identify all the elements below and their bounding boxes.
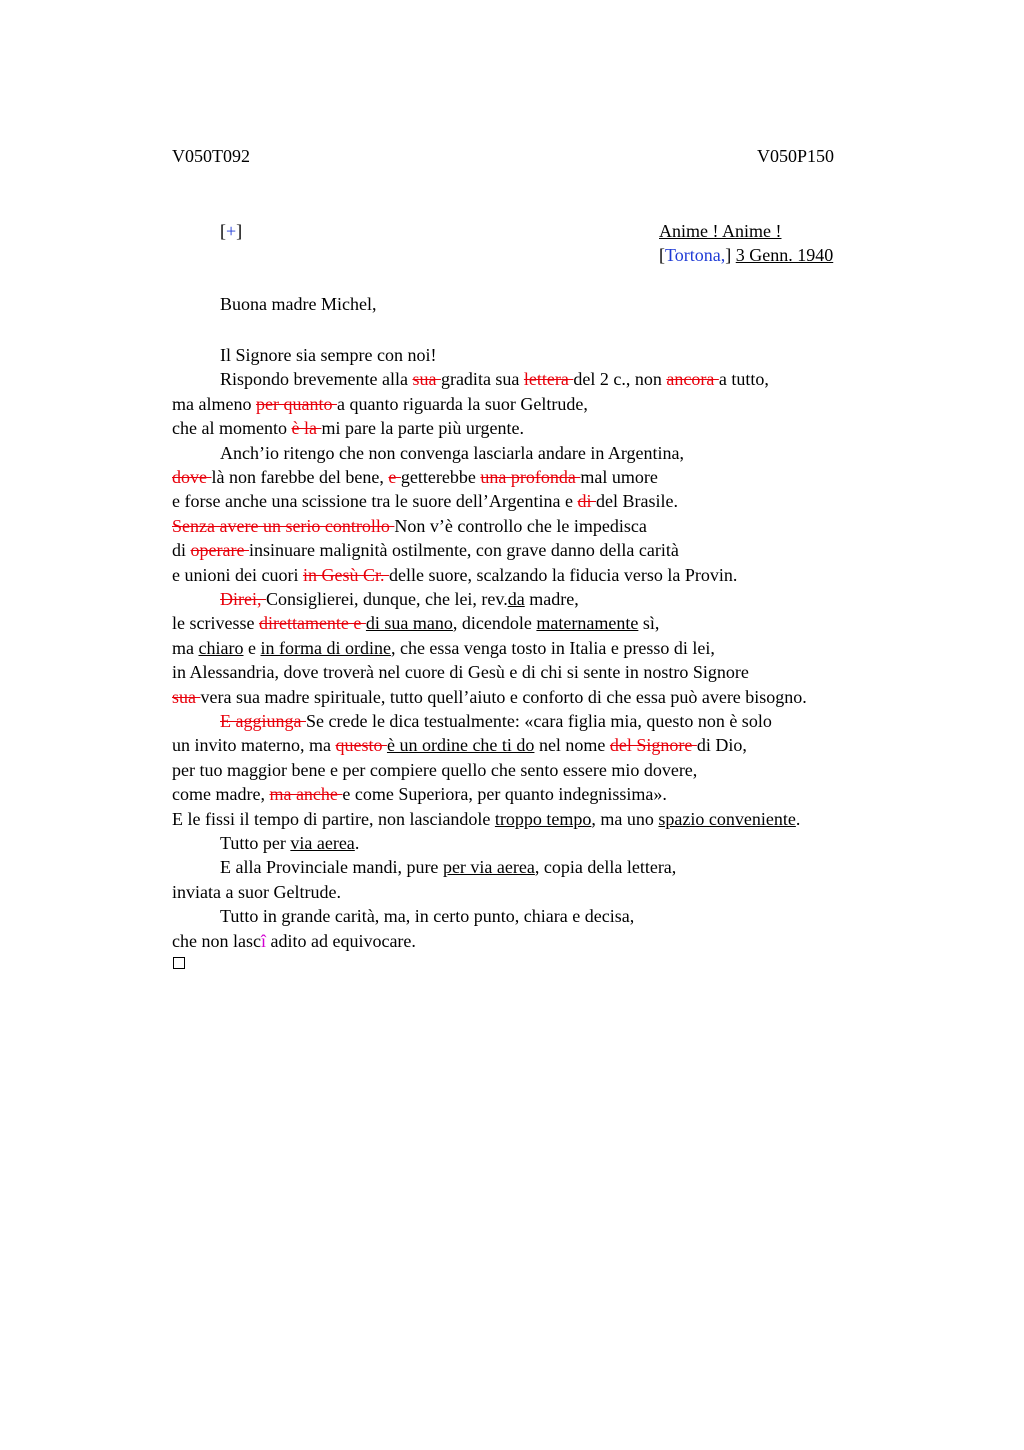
text-line	[220, 709, 772, 733]
text-segment: delle suore, scalzando la fiducia verso la Provin.	[388, 564, 738, 585]
bracket-close: ]	[236, 221, 243, 241]
salutation: Buona madre Michel,	[220, 294, 377, 314]
underlined-text: da	[507, 589, 525, 609]
corrected-char: î	[260, 930, 266, 951]
text-segment: , ma uno	[591, 808, 659, 829]
motto: Anime ! Anime !	[659, 221, 782, 241]
text-line	[172, 514, 647, 538]
text-segment: che non lasc	[172, 930, 261, 951]
document-code-right: V050P150	[757, 146, 835, 166]
deleted-text: dove	[172, 467, 212, 487]
text-segment: un invito materno, ma	[172, 735, 336, 756]
text-line	[220, 343, 436, 367]
place: Tortona,	[665, 245, 726, 265]
underlined-text: spazio conveniente	[658, 808, 796, 829]
text-segment: Rispondo brevemente alla	[220, 369, 413, 390]
text-line	[220, 441, 684, 465]
text-segment: del 2 c., non	[573, 369, 667, 390]
text-segment: del Brasile.	[596, 491, 679, 512]
text-line	[172, 758, 697, 782]
underlined-text: troppo tempo	[494, 808, 592, 829]
text-segment: nel nome	[534, 735, 610, 756]
underlined-text: in forma di ordine	[260, 637, 391, 658]
underlined-text: di sua mano	[365, 613, 453, 634]
underlined-text: chiaro	[198, 637, 244, 658]
text-line	[172, 807, 800, 831]
text-segment: Il Signore sia sempre con noi!	[220, 345, 437, 365]
text-segment: di	[172, 540, 191, 561]
document-code-left: V050T092	[172, 146, 250, 166]
text-line	[220, 367, 769, 391]
text-segment: per tuo maggior bene e per compiere quello che sento essere mio dovere,	[172, 759, 698, 780]
text-segment: Tutto in grande carità, ma, in certo punto, chiara e decisa,	[220, 906, 635, 927]
deleted-text: Senza avere un serio controllo	[172, 515, 395, 536]
place-bracket-close: ]	[725, 245, 732, 265]
text-line	[172, 880, 341, 904]
text-segment: le scrivesse	[172, 613, 259, 634]
text-line	[172, 733, 747, 757]
deleted-text: una profonda	[480, 467, 581, 487]
deleted-text: ancora	[666, 369, 719, 390]
text-segment: insinuare malignità ostilmente, con grave danno della carità	[248, 540, 679, 561]
text-segment: che al momento	[172, 418, 292, 439]
text-segment: là non farebbe del bene,	[211, 467, 389, 487]
text-segment: Se crede le dica testualmente: «cara figlia mia, questo non è solo	[305, 711, 772, 731]
text-segment: , copia della lettera,	[534, 857, 677, 878]
text-segment: sì,	[638, 613, 660, 634]
text-line	[220, 855, 676, 879]
text-segment: e	[243, 637, 261, 658]
text-line	[172, 416, 524, 440]
text-segment: come madre,	[172, 784, 270, 805]
text-segment: a tutto,	[718, 369, 769, 390]
text-segment: madre,	[524, 589, 579, 609]
text-segment: .	[795, 808, 801, 829]
deleted-text: questo	[335, 735, 387, 756]
text-segment: e forse anche una scissione tra le suore dell’Argentina e	[172, 491, 578, 512]
deleted-text: di	[577, 491, 597, 512]
text-line	[172, 489, 678, 513]
text-segment: e come Superiora, per quanto indegnissima».	[342, 784, 667, 805]
deleted-text: per quanto	[255, 393, 337, 414]
text-segment: Tutto per	[220, 833, 291, 853]
text-line	[220, 831, 359, 855]
text-segment: ma	[172, 637, 199, 658]
underlined-text: maternamente	[536, 613, 639, 634]
underlined-text: via aerea	[290, 833, 355, 853]
text-line	[172, 392, 588, 416]
deleted-text: ma anche	[269, 784, 343, 805]
text-segment: getterebbe	[400, 467, 481, 487]
text-segment: , dicendole	[452, 613, 537, 634]
text-line	[172, 660, 749, 684]
underlined-text: per via aerea	[442, 857, 535, 878]
text-segment: e unioni dei cuori	[172, 564, 303, 585]
text-segment: Consiglierei, dunque, che lei, rev.	[265, 589, 508, 609]
text-line	[220, 904, 634, 928]
text-segment: vera sua madre spirituale, tutto quell’aiuto e conforto di che essa può avere bisogno.	[200, 686, 807, 707]
deleted-text: sua	[172, 686, 201, 707]
text-segment: gradita sua	[440, 369, 524, 390]
deleted-text: lettera	[523, 369, 574, 390]
bracket-open: [	[220, 221, 226, 241]
cross-mark	[220, 221, 242, 242]
place-bracket-open: [	[659, 245, 665, 265]
text-segment: adito ad equivocare.	[265, 930, 416, 951]
deleted-text: direttamente e	[258, 613, 366, 634]
text-segment: inviata a suor Geltrude.	[172, 881, 341, 902]
text-segment: Non v’è controllo che le impedisca	[394, 515, 647, 536]
text-segment: mal umore	[580, 467, 658, 487]
text-line	[172, 636, 715, 660]
deleted-text: Direi,	[220, 589, 266, 609]
text-segment: E le fissi il tempo di partire, non lasciandole	[172, 808, 495, 829]
deleted-text: operare	[190, 540, 249, 561]
text-line	[172, 782, 667, 806]
text-line	[172, 538, 679, 562]
deleted-text: E aggiunga	[220, 711, 306, 731]
text-segment: Anch’io ritengo che non convenga lasciarla andare in Argentina,	[220, 442, 684, 463]
deleted-text: del Signore	[609, 735, 697, 756]
deleted-text: e	[388, 467, 401, 487]
text-line	[172, 465, 658, 489]
text-segment: ma almeno	[172, 393, 256, 414]
text-line	[172, 929, 416, 953]
deleted-text: sua	[412, 369, 441, 390]
deleted-text: in Gesù Cr.	[302, 564, 389, 585]
text-line	[220, 587, 579, 611]
text-segment: mi pare la parte più urgente.	[321, 418, 525, 439]
text-segment: .	[354, 833, 360, 853]
text-line	[172, 611, 659, 635]
text-segment: a quanto riguarda la suor Geltrude,	[336, 393, 588, 414]
text-segment: E alla Provinciale mandi, pure	[220, 857, 443, 878]
plus-sign: +	[226, 221, 237, 241]
deleted-text: è la	[291, 418, 322, 439]
place-date	[659, 245, 833, 266]
text-segment: in Alessandria, dove troverà nel cuore di Gesù e di chi si sente in nostro Signore	[172, 662, 749, 683]
text-segment: di Dio,	[696, 735, 747, 756]
text-line	[172, 685, 807, 709]
end-box-icon	[173, 957, 185, 969]
text-segment: , che essa venga tosto in Italia e presso di lei,	[390, 637, 715, 658]
text-line	[172, 563, 737, 587]
date: 3 Genn. 1940	[735, 245, 834, 265]
underlined-text: è un ordine che ti do	[386, 735, 535, 756]
